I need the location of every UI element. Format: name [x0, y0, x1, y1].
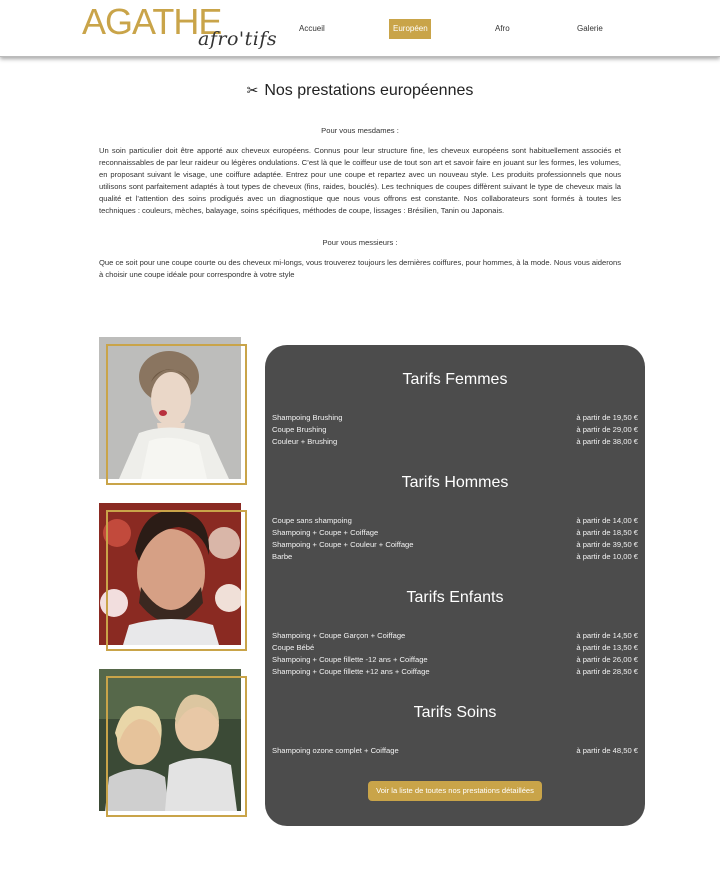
tarif-row [272, 654, 638, 666]
women-text: Un soin particulier doit être apporté aux cheveux européens. Connus pour leur structure fine, les cheveux européens sont habituellement associés et reconnaissables de par leur raideur ou légères ondulations. C’est là que le coiffeur use de tout son art et savoir faire en jouant sur les formes, les volumes, en proposant suivant le visage, une coiffure adaptée. Entrez pour une coupe et repartez avec un nouveau style. Les produits professionnels que nous utilisons sont parfaitement adaptés à tout types de cheveux (fins, raides, bouclés). Les techniques de coupes diffèrent suivant le type de cheveux mais la qualité et l’attention des soins prodigués avec un diagnostique que nous vous offrons est constante. Nos collaborateurs sont formés à toutes les techniques : couleurs, mèches, balayage, soins spécifiques, méthodes de coupe, lissages : Brésilien, Tanin ou Japonais. [99, 146, 621, 215]
nav-item-europeen[interactable]: Européen [389, 19, 431, 39]
men-text: Que ce soit pour une coupe courte ou des cheveux mi-longs, vous trouverez toujours les dernières coiffures, pour hommes, à la mode. Nous vous aiderons à choisir une coupe idéale pour correspondre à votre style [99, 258, 621, 279]
tarif-row [272, 436, 638, 448]
tarifs-soins-title: Tarifs Soins [413, 704, 497, 721]
tarif-price: à partir de 29,00 € [576, 425, 638, 434]
tarif-name: Shampoing Brushing [272, 413, 343, 422]
tarifs-panel [265, 345, 645, 826]
tarif-price: à partir de 14,00 € [576, 516, 638, 525]
photo-frame [106, 510, 247, 651]
tarif-row [272, 745, 638, 757]
tarif-row [272, 515, 638, 527]
photo-kids [99, 669, 249, 819]
tarif-row [272, 666, 638, 678]
tarif-name: Shampoing + Coupe Garçon + Coiffage [272, 631, 406, 640]
tarif-name: Couleur + Brushing [272, 437, 338, 446]
page-title-text: Nos prestations européennes [264, 82, 474, 99]
tarif-name: Coupe sans shampoing [272, 516, 352, 525]
tarif-name: Barbe [272, 552, 293, 561]
photo-frame [106, 344, 247, 485]
tarifs-enfants-title: Tarifs Enfants [406, 589, 504, 606]
tarif-name: Coupe Bébé [272, 643, 315, 652]
photo-frame [106, 676, 247, 817]
scissors-comb-icon: ✂ [246, 82, 259, 98]
tarif-row [272, 412, 638, 424]
tarif-row [272, 642, 638, 654]
all-services-button[interactable]: Voir la liste de toutes nos prestations détaillées [368, 781, 542, 801]
nav-item-accueil[interactable]: Accueil [299, 24, 325, 33]
photo-man [99, 503, 249, 653]
tarif-price: à partir de 48,50 € [576, 746, 638, 755]
tarif-price: à partir de 10,00 € [576, 552, 638, 561]
tarif-name: Shampoing + Coupe + Coiffage [272, 528, 379, 537]
nav-item-galerie[interactable]: Galerie [577, 24, 603, 33]
tarif-name: Shampoing + Coupe fillette +12 ans + Coiffage [272, 667, 430, 676]
tarif-price: à partir de 38,00 € [576, 437, 638, 446]
tarif-price: à partir de 19,50 € [576, 413, 638, 422]
tarifs-femmes-title: Tarifs Femmes [402, 371, 508, 388]
tarif-row [272, 424, 638, 436]
tarif-price: à partir de 39,50 € [576, 540, 638, 549]
tarif-row [272, 539, 638, 551]
tarif-name: Coupe Brushing [272, 425, 327, 434]
tarif-price: à partir de 18,50 € [576, 528, 638, 537]
men-heading: Pour vous messieurs : [322, 238, 398, 247]
tarifs-hommes-title: Tarifs Hommes [401, 474, 509, 491]
tarif-name: Shampoing + Coupe fillette -12 ans + Coiffage [272, 655, 428, 664]
nav-item-afro[interactable]: Afro [495, 24, 510, 33]
tarif-price: à partir de 26,00 € [576, 655, 638, 664]
tarif-row [272, 630, 638, 642]
tarif-price: à partir de 13,50 € [576, 643, 638, 652]
women-heading: Pour vous mesdames : [321, 126, 399, 135]
tarif-price: à partir de 14,50 € [576, 631, 638, 640]
site-header [0, 0, 720, 57]
logo-main-text: AGATHE [82, 1, 222, 42]
tarif-name: Shampoing ozone complet + Coiffage [272, 746, 399, 755]
page-title [0, 82, 720, 100]
logo-sub-text: afro'tifs [198, 28, 278, 50]
tarif-price: à partir de 28,50 € [576, 667, 638, 676]
tarif-row [272, 551, 638, 563]
photo-woman [99, 337, 249, 487]
tarif-name: Shampoing + Coupe + Couleur + Coiffage [272, 540, 414, 549]
main-nav [0, 19, 720, 39]
tarif-row [272, 527, 638, 539]
